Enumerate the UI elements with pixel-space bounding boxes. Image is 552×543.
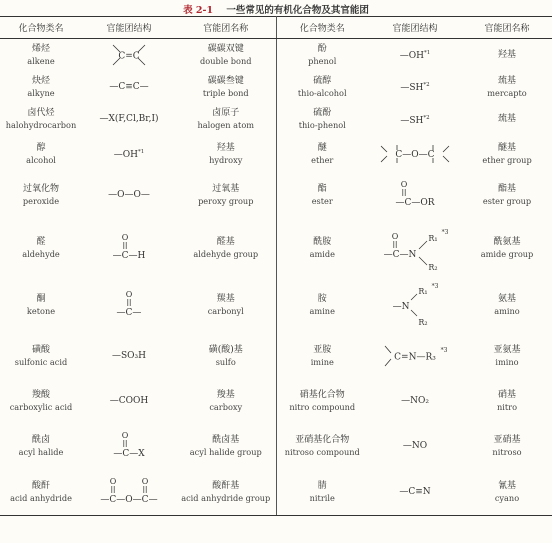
table-row	[0, 103, 552, 136]
structure-imine	[368, 333, 462, 380]
group-en: carboxy	[209, 401, 243, 412]
struct-text: —SH	[400, 115, 424, 126]
svg-text:—C—X: —C—X	[113, 448, 145, 459]
group-zh: 氨基	[497, 293, 516, 304]
group-zh: 羧基	[216, 389, 235, 400]
table-number: 表 2-1	[183, 5, 214, 16]
table-caption: 一些常见的有机化合物及其官能团	[226, 5, 369, 16]
header-group-name: 官能团名称	[176, 17, 276, 39]
class-en: acid anhydride	[10, 493, 72, 504]
class-en: thio-phenol	[298, 120, 346, 130]
group-zh: 羟基	[216, 142, 235, 153]
table-row	[0, 172, 552, 219]
class-en: acyl halide	[18, 446, 64, 457]
svg-text:O: O	[121, 430, 129, 440]
group-en: acyl halide group	[189, 446, 262, 457]
class-en: nitroso compound	[284, 446, 360, 457]
ether-structure	[375, 141, 455, 167]
group-name-cell	[462, 333, 552, 380]
group-name-cell	[176, 172, 276, 219]
group-zh: 醛基	[216, 236, 235, 247]
group-zh: 亚硝基	[493, 434, 521, 445]
class-en: phenol	[308, 55, 337, 66]
group-name-cell	[176, 219, 276, 277]
svg-text:O: O	[400, 180, 408, 189]
struct-text: —OH	[399, 51, 424, 62]
table-row	[0, 380, 552, 422]
compound-class-cell	[0, 333, 82, 380]
structure-aldehyde	[82, 219, 176, 277]
group-name-cell	[462, 39, 552, 71]
group-zh: 酰卤基	[212, 434, 240, 445]
ketone-structure	[104, 288, 154, 322]
structure-thiophenol	[368, 103, 462, 136]
structure-alcohol	[82, 136, 176, 172]
group-zh: 巯基	[497, 114, 516, 124]
class-en: halohydrocarbon	[5, 120, 77, 130]
group-zh: 酰氨基	[493, 236, 521, 247]
group-name-cell	[462, 103, 552, 136]
group-name-cell	[176, 71, 276, 103]
table-row	[0, 333, 552, 380]
table-row	[0, 39, 552, 71]
svg-text:*3: *3	[440, 347, 448, 354]
class-en: amine	[309, 305, 335, 316]
compound-class-cell	[276, 333, 368, 380]
group-zh: 碳碳叁键	[207, 75, 244, 86]
group-en: amide group	[480, 248, 534, 259]
compound-class-cell	[0, 380, 82, 422]
footnote-mark: *1	[137, 149, 145, 155]
structure-phenol	[368, 39, 462, 71]
functional-group-table	[0, 16, 552, 516]
group-name-cell	[176, 422, 276, 470]
group-name-cell	[176, 136, 276, 172]
group-en: nitro	[496, 401, 518, 412]
class-en: carboxylic acid	[9, 401, 73, 412]
compound-class-cell	[0, 103, 82, 136]
compound-class-cell	[0, 136, 82, 172]
group-name-cell	[462, 277, 552, 333]
table-row	[0, 470, 552, 516]
compound-class-cell	[0, 277, 82, 333]
table-row	[0, 277, 552, 333]
compound-class-cell	[276, 172, 368, 219]
table-row	[0, 422, 552, 470]
class-zh: 胺	[317, 293, 327, 304]
class-zh: 醛	[36, 236, 46, 247]
svg-text:C=N—R₃: C=N—R₃	[394, 352, 436, 363]
class-zh: 磺酸	[31, 345, 50, 355]
class-zh: 卤代烃	[27, 108, 55, 118]
compound-class-cell	[276, 103, 368, 136]
group-name-cell	[462, 172, 552, 219]
svg-text:—N: —N	[392, 301, 410, 312]
structure-sulfonic: —SO₃H	[111, 351, 146, 361]
footnote-mark: *2	[423, 82, 430, 88]
structure-thiol	[368, 71, 462, 103]
table-title	[0, 2, 552, 16]
svg-text:O: O	[121, 232, 129, 242]
group-en: nitroso	[492, 446, 522, 457]
class-zh: 硝基化合物	[299, 389, 345, 400]
group-en: acid anhydride group	[181, 493, 271, 504]
class-en: ketone	[26, 305, 56, 316]
svg-text:O: O	[391, 231, 399, 241]
class-zh: 酰卤	[31, 434, 50, 445]
svg-text:—C—O—C—: —C—O—C—	[100, 495, 158, 506]
svg-text:—C—OR: —C—OR	[395, 198, 435, 208]
structure-carboxylic: —COOH	[109, 395, 149, 406]
group-zh: 磺(酸)基	[208, 345, 243, 355]
group-name-cell	[176, 277, 276, 333]
group-zh: 酯基	[497, 184, 516, 194]
group-zh: 酸酐基	[212, 481, 240, 492]
compound-class-cell	[0, 422, 82, 470]
class-zh: 醇	[36, 142, 46, 153]
group-en: aldehyde group	[193, 248, 259, 259]
group-zh: 羟基	[497, 49, 516, 60]
svg-text:*3: *3	[431, 282, 439, 290]
svg-text:O: O	[109, 477, 117, 487]
group-zh: 氰基	[497, 481, 516, 492]
footnote-mark: *1	[423, 50, 431, 57]
class-en: amide	[309, 248, 335, 259]
svg-text:C=C: C=C	[118, 51, 140, 62]
compound-class-cell	[276, 380, 368, 422]
class-en: nitro compound	[289, 401, 356, 412]
group-name-cell	[176, 103, 276, 136]
group-name-cell	[176, 39, 276, 71]
structure-nitroso: —NO	[402, 440, 428, 451]
svg-text:—C—: —C—	[116, 307, 142, 318]
structure-alkyne: —C≡C—	[109, 81, 149, 92]
structure-ether	[368, 136, 462, 172]
group-en: sulfo	[215, 357, 236, 367]
class-en: alcohol	[26, 154, 56, 165]
compound-class-cell	[276, 470, 368, 516]
group-name-cell	[176, 380, 276, 422]
table-row	[0, 71, 552, 103]
group-zh: 硝基	[497, 389, 516, 400]
compound-class-cell	[276, 277, 368, 333]
group-en: peroxy group	[198, 196, 254, 206]
class-en: thio-alcohol	[297, 87, 347, 98]
group-zh: 碳碳双键	[207, 43, 244, 54]
class-en: peroxide	[22, 196, 60, 206]
group-en: mercapto	[487, 87, 527, 98]
class-en: sulfonic acid	[14, 357, 68, 367]
compound-class-cell	[0, 470, 82, 516]
group-zh: 亚氨基	[493, 345, 521, 355]
group-en: hydroxy	[209, 154, 243, 165]
structure-peroxide: —O—O—	[108, 190, 150, 200]
group-en: double bond	[200, 55, 252, 66]
group-en: triple bond	[202, 87, 249, 98]
table-header-row	[0, 17, 552, 39]
structure-ester	[368, 172, 462, 219]
struct-text: —OH	[113, 150, 138, 160]
group-name-cell	[462, 470, 552, 516]
class-en: ether	[311, 154, 334, 165]
anhydride-structure	[89, 475, 169, 509]
svg-text:R₁: R₁	[428, 233, 438, 243]
class-zh: 腈	[317, 481, 327, 492]
imine-structure	[377, 342, 453, 370]
class-zh: 酯	[317, 184, 327, 194]
group-zh: 巯基	[497, 75, 516, 86]
aldehyde-structure	[104, 231, 154, 265]
compound-class-cell	[276, 422, 368, 470]
svg-text:O: O	[141, 477, 149, 487]
amide-structure	[377, 224, 453, 272]
header-group-structure-2: 官能团结构	[368, 17, 462, 39]
structure-amide	[368, 219, 462, 277]
class-zh: 酸酐	[31, 481, 50, 492]
svg-text:R₂: R₂	[428, 262, 438, 272]
class-zh: 硫酚	[313, 108, 332, 118]
structure-alkene	[82, 39, 176, 71]
amine-structure	[385, 281, 445, 329]
compound-class-cell	[276, 219, 368, 277]
svg-text:R₂: R₂	[418, 317, 428, 327]
group-name-cell	[462, 136, 552, 172]
header-compound-class-2: 化合物类名	[276, 17, 368, 39]
group-name-cell	[176, 333, 276, 380]
svg-text:—C—N: —C—N	[383, 249, 417, 260]
group-en: amino	[494, 305, 520, 316]
svg-text:R₁: R₁	[418, 286, 428, 296]
footnote-mark: *2	[423, 114, 430, 121]
compound-class-cell	[276, 71, 368, 103]
group-zh: 羰基	[216, 293, 235, 304]
class-zh: 酮	[36, 293, 46, 304]
compound-class-cell	[0, 39, 82, 71]
group-en: carbonyl	[207, 305, 244, 316]
class-zh: 醚	[317, 142, 327, 153]
svg-text:O: O	[125, 289, 133, 299]
compound-class-cell	[0, 71, 82, 103]
group-en: imino	[495, 357, 519, 367]
ester-structure	[385, 178, 445, 212]
class-zh: 过氧化物	[22, 184, 59, 194]
class-en: ester	[311, 196, 333, 206]
group-name-cell	[462, 219, 552, 277]
group-name-cell	[176, 470, 276, 516]
compound-class-cell	[276, 136, 368, 172]
class-en: nitrile	[309, 493, 335, 504]
class-zh: 硫醇	[313, 75, 332, 86]
table-row	[0, 219, 552, 277]
group-zh: 卤原子	[212, 108, 240, 118]
group-en: ester group	[482, 196, 532, 206]
group-name-cell	[462, 380, 552, 422]
group-zh: 醚基	[497, 142, 516, 153]
group-en: cyano	[494, 493, 520, 504]
structure-nitrile: —C≡N	[368, 470, 462, 516]
acyl-halide-structure	[104, 429, 154, 463]
class-en: alkene	[27, 55, 55, 66]
header-group-structure: 官能团结构	[82, 17, 176, 39]
group-name-cell	[462, 71, 552, 103]
group-zh: 过氧基	[212, 184, 240, 194]
svg-text:*3: *3	[441, 228, 449, 236]
header-group-name-2: 官能团名称	[462, 17, 552, 39]
class-zh: 羧酸	[31, 389, 50, 400]
class-zh: 亚胺	[313, 345, 332, 355]
class-zh: 炔烃	[31, 75, 50, 86]
structure-ketone	[82, 277, 176, 333]
svg-text:—C—H: —C—H	[112, 250, 146, 261]
functional-group-table-wrapper	[0, 16, 552, 516]
class-zh: 酚	[317, 43, 327, 54]
structure-anhydride	[82, 470, 176, 516]
compound-class-cell	[276, 39, 368, 71]
structure-acyl-halide	[82, 422, 176, 470]
structure-halide: —X(F,Cl,Br,I)	[99, 114, 159, 124]
group-en: halogen atom	[197, 120, 255, 130]
class-en: aldehyde	[22, 248, 60, 259]
class-en: alkyne	[27, 87, 55, 98]
group-en: ether group	[482, 154, 532, 165]
header-compound-class: 化合物类名	[0, 17, 82, 39]
svg-text:C—O—C: C—O—C	[395, 149, 435, 160]
table-row	[0, 136, 552, 172]
compound-class-cell	[0, 172, 82, 219]
struct-text: —SH	[400, 83, 424, 93]
class-en: imine	[310, 357, 334, 367]
double-bond-structure	[99, 42, 159, 68]
class-zh: 烯烃	[31, 43, 50, 54]
class-zh: 亚硝基化合物	[295, 434, 350, 445]
structure-nitro: —NO₂	[401, 395, 429, 406]
compound-class-cell	[0, 219, 82, 277]
group-name-cell	[462, 422, 552, 470]
structure-amine	[368, 277, 462, 333]
class-zh: 酰胺	[313, 236, 332, 247]
